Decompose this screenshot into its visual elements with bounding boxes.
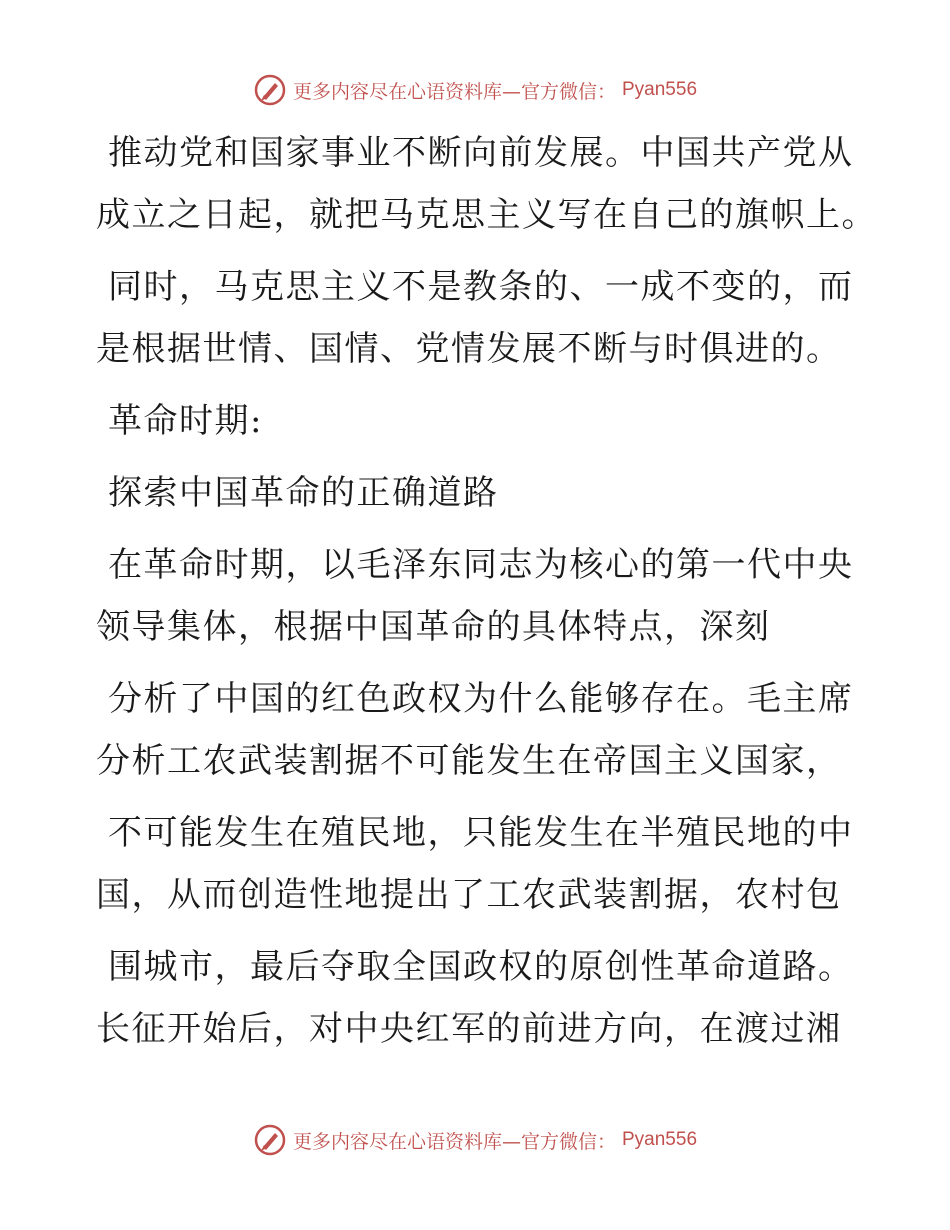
text-line: 围城市，最后夺取全国政权的原创性革命道路。 [108, 947, 854, 987]
text-line: 分析了中国的红色政权为什么能够存在。毛主席 [108, 679, 854, 719]
paragraph [96, 256, 856, 380]
pen-nib-circle-icon [253, 1123, 287, 1157]
text-line: 在革命时期，以毛泽东同志为核心的第一代中央 [108, 545, 854, 585]
text-line: 不可能发生在殖民地，只能发生在半殖民地的中 [108, 813, 854, 853]
paragraph [96, 534, 856, 658]
text-line: 成立之日起，就把马克思主义写在自己的旗帜上。 [96, 195, 877, 235]
text-line: 推动党和国家事业不断向前发展。中国共产党从 [108, 133, 854, 173]
text-line: 探索中国革命的正确道路 [108, 473, 499, 513]
text-line: 同时，马克思主义不是教条的、一成不变的，而 [108, 267, 854, 307]
header-watermark [0, 72, 950, 108]
watermark-text: 更多内容尽在心语资料库—官方微信： [292, 80, 616, 103]
paragraph [96, 936, 856, 1060]
footer-watermark [0, 1122, 950, 1158]
text-line: 分析工农武装割据不可能发生在帝国主义国家， [96, 741, 842, 781]
section-heading [96, 390, 856, 452]
section-subheading [96, 462, 856, 524]
paragraph [96, 122, 877, 246]
paragraph [96, 802, 856, 926]
text-line: 领导集体，根据中国革命的具体特点，深刻 [96, 607, 771, 647]
document-body [96, 122, 877, 1060]
text-line: 国，从而创造性地提出了工农武装割据，农村包 [96, 875, 842, 915]
watermark-wechat-id: Pyan556 [622, 1129, 698, 1150]
watermark-wechat-id: Pyan556 [622, 79, 698, 100]
paragraph [96, 668, 856, 792]
pen-nib-circle-icon [253, 73, 287, 107]
text-line: 革命时期: [108, 401, 263, 441]
text-line: 长征开始后，对中央红军的前进方向，在渡过湘 [96, 1009, 842, 1049]
watermark-text: 更多内容尽在心语资料库—官方微信： [292, 1130, 616, 1153]
text-line: 是根据世情、国情、党情发展不断与时俱进的。 [96, 329, 842, 369]
